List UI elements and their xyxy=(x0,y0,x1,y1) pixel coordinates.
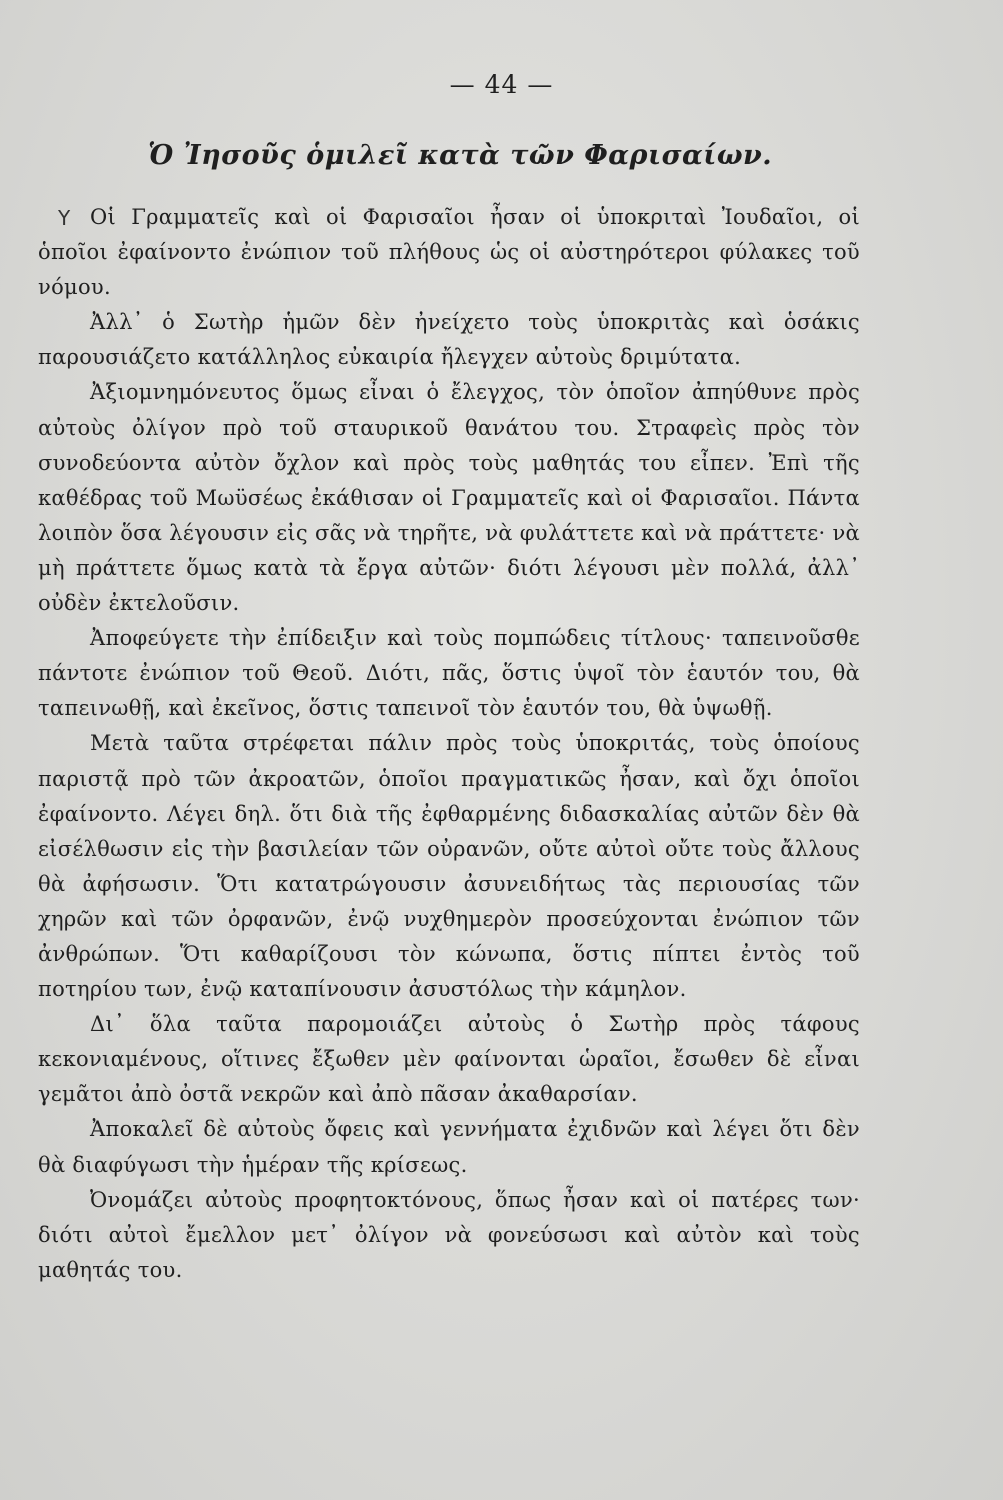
paragraph: Δι᾽ ὅλα ταῦτα παρομοιάζει αὐτοὺς ὁ Σωτὴρ πρὸς τάφους κεκονιαμένους, οἵτινες ἔξωθεν μὲν φαίνονται ὡραῖοι, ἔσωθεν δὲ εἶναι γεμᾶτοι ἀπὸ ὀστᾶ νεκρῶν καὶ ἀπὸ πᾶσαν ἀκαθαρσίαν. xyxy=(38,1012,860,1107)
margin-mark: Υ xyxy=(58,206,71,230)
paragraph: Ἀποκαλεῖ δὲ αὐτοὺς ὄφεις καὶ γεννήματα ἐχιδνῶν καὶ λέγει ὅτι δὲν θὰ διαφύγωσι τὴν ἡμέραν τῆς κρίσεως. xyxy=(38,1117,860,1177)
paragraph: Ἀξιομνημόνευτος ὅμως εἶναι ὁ ἔλεγχος, τὸν ὁποῖον ἀπηύθυνε πρὸς αὐτοὺς ὀλίγον πρὸ τοῦ σταυρικοῦ θανάτου του. Στραφεὶς πρὸς τὸν συνοδεύοντα αὐτὸν ὄχλον καὶ πρὸς τοὺς μαθητάς του εἶπεν. Ἐπὶ τῆς καθέδρας τοῦ Μωϋσέως ἐκάθισαν οἱ Γραμματεῖς καὶ οἱ Φαρισαῖοι. Πάντα λοιπὸν ὅσα λέγουσιν εἰς σᾶς νὰ τηρῆτε, νὰ φυλάττετε καὶ νὰ πράττετε· νὰ μὴ πράττετε ὅμως κατὰ τὰ ἔργα αὐτῶν· διότι λέγουσι μὲν πολλά, ἀλλ᾽ οὐδὲν ἐκτελοῦσιν. xyxy=(38,380,860,616)
paragraph: Ἀποφεύγετε τὴν ἐπίδειξιν καὶ τοὺς πομπώδεις τίτλους· ταπεινοῦσθε πάντοτε ἐνώπιον τοῦ Θεοῦ. Διότι, πᾶς, ὅστις ὑψοῖ τὸν ἑαυτόν του, θὰ ταπεινωθῇ, καὶ ἐκεῖνος, ὅστις ταπεινοῖ τὸν ἑαυτόν του, θὰ ὑψωθῇ. xyxy=(38,626,860,721)
paragraph: Μετὰ ταῦτα στρέφεται πάλιν πρὸς τοὺς ὑποκριτάς, τοὺς ὁποίους παριστᾷ πρὸ τῶν ἀκροατῶν, ὁποῖοι πραγματικῶς ἦσαν, καὶ ὄχι ὁποῖοι ἐφαίνοντο. Λέγει δηλ. ὅτι διὰ τῆς ἐφθαρμένης διδασκαλίας αὐτῶν δὲν θὰ εἰσέλθωσιν εἰς τὴν βασιλείαν τῶν οὐρανῶν, οὔτε αὐτοὶ οὔτε τοὺς ἄλλους θὰ ἀφήσωσιν. Ὅτι κατατρώγουσιν ἀσυνειδήτως τὰς περιουσίας τῶν χηρῶν καὶ τῶν ὀρφανῶν, ἐνῷ νυχθημερὸν προσεύχονται ἐνώπιον τῶν ἀνθρώπων. Ὅτι καθαρίζουσι τὸν κώνωπα, ὅστις πίπτει ἐντὸς τοῦ ποτηρίου των, ἐνῷ καταπίνουσιν ἀσυστόλως τὴν κάμηλον. xyxy=(38,731,860,1002)
paragraph: Ἀλλ᾽ ὁ Σωτὴρ ἡμῶν δὲν ἠνείχετο τοὺς ὑποκριτὰς καὶ ὁσάκις παρουσιάζετο κατάλληλος εὐκαιρία ἤλεγχεν αὐτοὺς δριμύτατα. xyxy=(38,310,860,370)
body-text xyxy=(38,200,860,1288)
chapter-heading: Ὁ Ἰησοῦς ὁμιλεῖ κατὰ τῶν Φαρισαίων. xyxy=(148,140,773,171)
paragraph: Ὀνομάζει αὐτοὺς προφητοκτόνους, ὅπως ἦσαν καὶ οἱ πατέρες των· διότι αὐτοὶ ἔμελλον μετ᾽ ὀλίγον νὰ φονεύσωσι καὶ αὐτὸν καὶ τοὺς μαθητάς του. xyxy=(38,1187,860,1282)
paragraph: Οἱ Γραμματεῖς καὶ οἱ Φαρισαῖοι ἦσαν οἱ ὑποκριταὶ Ἰουδαῖοι, οἱ ὁποῖοι ἐφαίνοντο ἐνώπιον τοῦ πλήθους ὡς οἱ αὐστηρότεροι φύλακες τοῦ νόμου. xyxy=(38,205,860,300)
page-number: — 44 — xyxy=(449,70,554,99)
